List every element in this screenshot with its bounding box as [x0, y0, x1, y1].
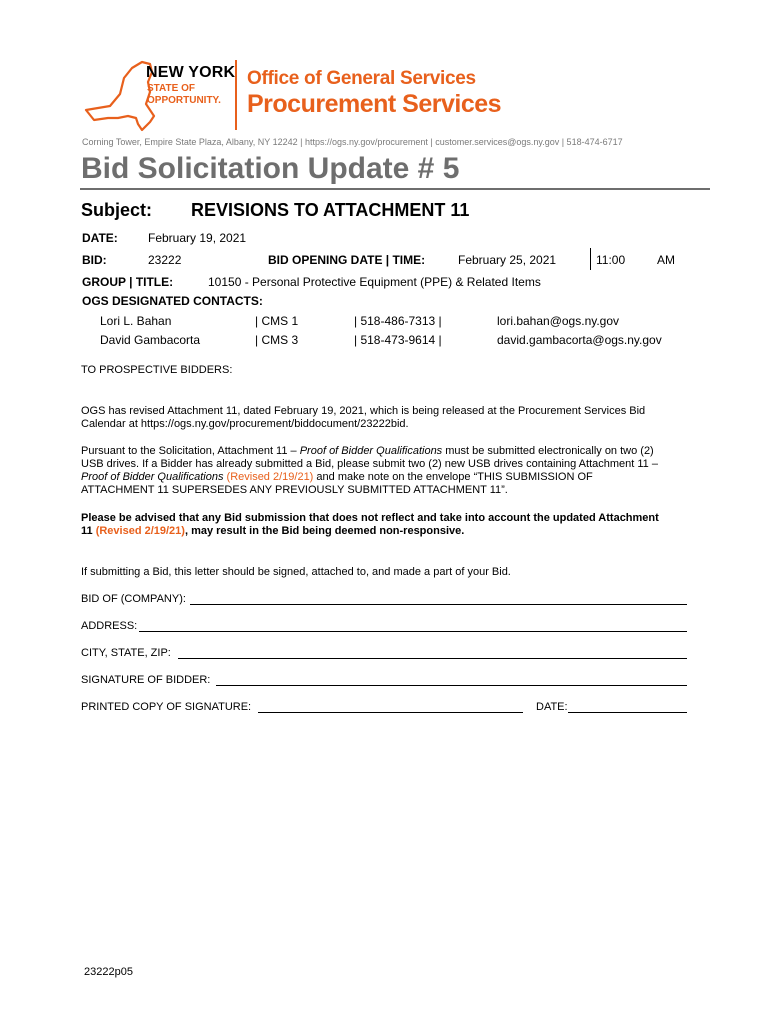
bid-value: 23222	[148, 253, 182, 267]
bid-opening-date: February 25, 2021	[458, 253, 557, 267]
paragraph-2-text: must be submitted electronically on two (2)	[442, 445, 654, 457]
group-title-value: 10150 - Personal Protective Equipment (PPE) & Related Items	[208, 275, 541, 289]
signature-field[interactable]	[216, 685, 687, 686]
contact-cms: | CMS 3	[255, 333, 299, 347]
contact-email[interactable]: lori.bahan@ogs.ny.gov	[497, 314, 620, 328]
company-label: BID OF (COMPANY):	[81, 593, 186, 605]
paragraph-4: If submitting a Bid, this letter should be signed, attached to, and made a part of your Bid.	[81, 566, 511, 578]
paragraph-3-line-1: Please be advised that any Bid submission that does not reflect and take into account the updated Attachment	[81, 512, 659, 524]
paragraph-1	[81, 405, 701, 431]
salutation: TO PROSPECTIVE BIDDERS:	[81, 364, 233, 376]
paragraph-3-text: , may result in the Bid being deemed non-responsive.	[184, 525, 465, 537]
contact-email[interactable]: david.gambacorta@ogs.ny.gov	[497, 333, 662, 347]
logo-tagline-2: OPPORTUNITY.	[147, 95, 221, 106]
revised-note: (Revised 2/19/21)	[223, 471, 314, 483]
paragraph-3	[81, 512, 701, 538]
revised-note: (Revised 2/19/21)	[95, 525, 185, 537]
printed-signature-field[interactable]	[258, 712, 523, 713]
logo-state-name: NEW YORK	[146, 64, 236, 81]
address-field[interactable]	[139, 631, 687, 632]
signature-label: SIGNATURE OF BIDDER:	[81, 674, 211, 686]
header-address-line: Corning Tower, Empire State Plaza, Albany, NY 12242 | https://ogs.ny.gov/procurement | customer.services@ogs.ny.gov | 518-474-6717	[82, 137, 623, 147]
logo-tagline-1: STATE OF	[147, 83, 195, 94]
logo-division-name: Procurement Services	[247, 90, 502, 118]
nys-logo	[80, 58, 520, 136]
bid-opening-label: BID OPENING DATE | TIME:	[268, 253, 426, 267]
bid-opening-time: 11:00	[596, 253, 626, 267]
paragraph-2-line-4: ATTACHMENT 11 SUPERSEDES ANY PREVIOUSLY SUBMITTED ATTACHMENT 11”.	[81, 484, 508, 496]
address-label: ADDRESS:	[81, 620, 138, 632]
city-state-zip-label: CITY, STATE, ZIP:	[81, 647, 171, 659]
page-title: Bid Solicitation Update # 5	[81, 152, 460, 185]
paragraph-1-line-2: Calendar at https://ogs.ny.gov/procurement/biddocument/23222bid.	[81, 418, 409, 430]
paragraph-2-text: Pursuant to the Solicitation, Attachment 11 –	[81, 445, 300, 457]
subject-label: Subject:	[81, 200, 153, 220]
contact-name: David Gambacorta	[100, 333, 201, 347]
city-state-zip-field[interactable]	[178, 658, 687, 659]
contacts-label: OGS DESIGNATED CONTACTS:	[82, 294, 263, 308]
date-label: DATE:	[82, 231, 118, 245]
contact-phone: | 518-486-7313 |	[354, 314, 442, 328]
document-id: 23222p05	[84, 966, 133, 978]
paragraph-2-italic: Proof of Bidder Qualifications	[81, 471, 224, 483]
form-date-label: DATE:	[536, 701, 568, 713]
bid-label: BID:	[82, 253, 107, 267]
logo-divider	[235, 60, 237, 130]
bid-opening-ampm: AM	[657, 253, 675, 267]
opening-divider	[590, 248, 591, 270]
contact-name: Lori L. Bahan	[100, 314, 172, 328]
form-date-field[interactable]	[568, 712, 687, 713]
paragraph-1-line-1: OGS has revised Attachment 11, dated February 19, 2021, which is being released at the Procurement Services Bid	[81, 405, 646, 417]
logo-office-name: Office of General Services	[247, 68, 476, 89]
subject-value: REVISIONS TO ATTACHMENT 11	[191, 200, 470, 220]
paragraph-2	[81, 445, 701, 497]
group-title-label: GROUP | TITLE:	[82, 275, 174, 289]
paragraph-3-text: 11	[81, 525, 96, 537]
paragraph-2-text: and make note on the envelope “THIS SUBMISSION OF	[313, 471, 593, 483]
company-field[interactable]	[190, 604, 687, 605]
printed-signature-label: PRINTED COPY OF SIGNATURE:	[81, 701, 252, 713]
date-value: February 19, 2021	[148, 231, 247, 245]
contact-cms: | CMS 1	[255, 314, 299, 328]
title-underline	[80, 188, 710, 190]
contact-phone: | 518-473-9614 |	[354, 333, 442, 347]
paragraph-2-italic: Proof of Bidder Qualifications	[299, 445, 443, 457]
paragraph-2-line-2: USB drives. If a Bidder has already submitted a Bid, please submit two (2) new USB drives containing Attachment 11 –	[81, 458, 658, 470]
